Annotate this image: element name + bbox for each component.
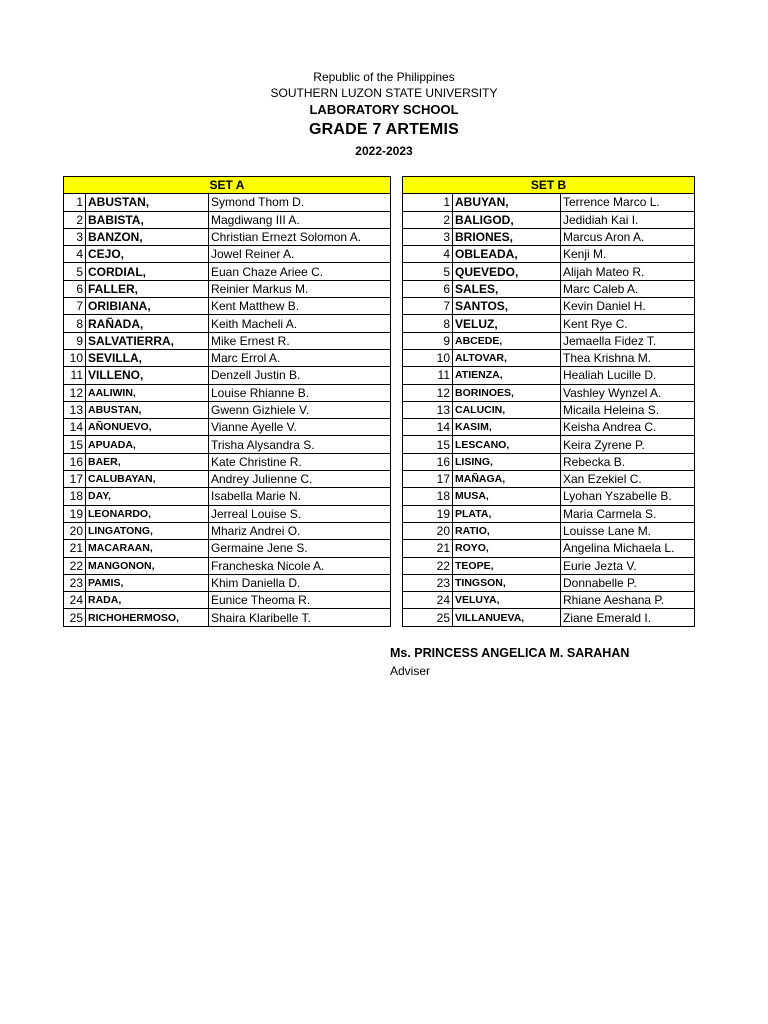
set-b-given-name: Marc Caleb A. [561, 280, 695, 297]
set-a-surname: RICHOHERMOSO, [86, 609, 209, 626]
set-b-surname: TINGSON, [453, 574, 561, 591]
set-a-row-number: 19 [64, 505, 86, 522]
set-b-given-name: Kenji M. [561, 246, 695, 263]
set-b-title: SET B [403, 177, 695, 194]
set-b-given-name: Keira Zyrene P. [561, 436, 695, 453]
set-b-row [403, 384, 695, 401]
set-a-given-name: Denzell Justin B. [209, 367, 391, 384]
set-b-row-number: 19 [403, 505, 453, 522]
set-a-row [64, 263, 391, 280]
set-b-row [403, 263, 695, 280]
set-a-surname: LINGATONG, [86, 522, 209, 539]
set-a-surname: AALIWIN, [86, 384, 209, 401]
set-b-surname: ROYO, [453, 540, 561, 557]
set-b-surname: VELUZ, [453, 315, 561, 332]
set-b-given-name: Kevin Daniel H. [561, 298, 695, 315]
set-b-row-number: 17 [403, 471, 453, 488]
set-a-row-number: 24 [64, 592, 86, 609]
set-a-row [64, 557, 391, 574]
set-a-row-number: 14 [64, 419, 86, 436]
set-a-row [64, 401, 391, 418]
set-b-surname: ALTOVAR, [453, 349, 561, 366]
set-a-given-name: Keith Macheli A. [209, 315, 391, 332]
set-b-given-name: Kent Rye C. [561, 315, 695, 332]
set-a-row [64, 488, 391, 505]
set-b-surname: MAÑAGA, [453, 471, 561, 488]
set-a-given-name: Reinier Markus M. [209, 280, 391, 297]
set-b-row-number: 18 [403, 488, 453, 505]
set-a-surname: MACARAAN, [86, 540, 209, 557]
set-b-surname: ATIENZA, [453, 367, 561, 384]
set-b-given-name: Jemaella Fidez T. [561, 332, 695, 349]
set-b-rows [403, 194, 695, 626]
set-b-surname: PLATA, [453, 505, 561, 522]
set-a-row-number: 6 [64, 280, 86, 297]
set-b-surname: BALIGOD, [453, 211, 561, 228]
set-a-row [64, 471, 391, 488]
set-a-surname: RAÑADA, [86, 315, 209, 332]
set-a-surname: SEVILLA, [86, 349, 209, 366]
set-b-row-number: 24 [403, 592, 453, 609]
set-b-row [403, 349, 695, 366]
set-b-row [403, 609, 695, 626]
set-b-row [403, 367, 695, 384]
set-a-row [64, 384, 391, 401]
set-a-row [64, 540, 391, 557]
set-b-given-name: Healiah Lucille D. [561, 367, 695, 384]
set-b-row-number: 12 [403, 384, 453, 401]
set-b-row-number: 25 [403, 609, 453, 626]
set-b-row-number: 5 [403, 263, 453, 280]
set-a-surname: DAY, [86, 488, 209, 505]
set-b-given-name: Louisse Lane M. [561, 522, 695, 539]
set-b-row-number: 16 [403, 453, 453, 470]
set-a-surname: BAER, [86, 453, 209, 470]
set-b-row [403, 436, 695, 453]
set-a-row-number: 13 [64, 401, 86, 418]
set-a-given-name: Marc Errol A. [209, 349, 391, 366]
set-b-row-number: 14 [403, 419, 453, 436]
set-a-surname: LEONARDO, [86, 505, 209, 522]
set-b-surname: VILLANUEVA, [453, 609, 561, 626]
set-b-surname: ABUYAN, [453, 194, 561, 211]
set-b-surname: VELUYA, [453, 592, 561, 609]
set-a-given-name: Eunice Theoma R. [209, 592, 391, 609]
set-b-row [403, 332, 695, 349]
set-b-given-name: Donnabelle P. [561, 574, 695, 591]
set-b-surname: KASIM, [453, 419, 561, 436]
set-b-given-name: Rebecka B. [561, 453, 695, 470]
set-a-given-name: Kent Matthew B. [209, 298, 391, 315]
set-a-given-name: Louise Rhianne B. [209, 384, 391, 401]
set-b-row-number: 22 [403, 557, 453, 574]
set-a-row [64, 280, 391, 297]
set-a-row [64, 419, 391, 436]
set-a-row [64, 367, 391, 384]
set-a-row-number: 20 [64, 522, 86, 539]
set-a-surname: ORIBIANA, [86, 298, 209, 315]
set-a-row-number: 18 [64, 488, 86, 505]
set-b-surname: RATIO, [453, 522, 561, 539]
page-title: GRADE 7 ARTEMIS [309, 121, 459, 138]
set-b-surname: LISING, [453, 453, 561, 470]
set-b-row [403, 280, 695, 297]
header-school: LABORATORY SCHOOL [309, 102, 459, 117]
set-b-row-number: 15 [403, 436, 453, 453]
adviser-role: Adviser [390, 664, 431, 678]
set-b-row-number: 3 [403, 228, 453, 245]
set-a-row-number: 4 [64, 246, 86, 263]
set-a-surname: FALLER, [86, 280, 209, 297]
set-a-given-name: Khim Daniella D. [209, 574, 391, 591]
set-b-given-name: Maria Carmela S. [561, 505, 695, 522]
set-b-row [403, 453, 695, 470]
set-a-given-name: Mike Ernest R. [209, 332, 391, 349]
set-b-row [403, 557, 695, 574]
set-a-row-number: 5 [64, 263, 86, 280]
set-b-row-number: 8 [403, 315, 453, 332]
set-b-row-number: 1 [403, 194, 453, 211]
set-a-row-number: 11 [64, 367, 86, 384]
set-a-surname: AÑONUEVO, [86, 419, 209, 436]
set-b-row [403, 419, 695, 436]
set-a-given-name: Magdiwang III A. [209, 211, 391, 228]
set-a-surname: CORDIAL, [86, 263, 209, 280]
set-b-row [403, 401, 695, 418]
set-b-row [403, 298, 695, 315]
set-b-given-name: Keisha Andrea C. [561, 419, 695, 436]
set-a-given-name: Andrey Julienne C. [209, 471, 391, 488]
set-a-row [64, 298, 391, 315]
set-b-given-name: Ziane Emerald I. [561, 609, 695, 626]
set-a-given-name: Mhariz Andrei O. [209, 522, 391, 539]
set-b-surname: ABCEDE, [453, 332, 561, 349]
set-b-row-number: 7 [403, 298, 453, 315]
set-b-given-name: Jedidiah Kai I. [561, 211, 695, 228]
set-a-title: SET A [64, 177, 391, 194]
set-b-surname: BORINOES, [453, 384, 561, 401]
set-b-surname: SALES, [453, 280, 561, 297]
set-a-surname: VILLENO, [86, 367, 209, 384]
set-a-row [64, 505, 391, 522]
set-a-row [64, 228, 391, 245]
set-a-surname: CALUBAYAN, [86, 471, 209, 488]
set-a-row-number: 2 [64, 211, 86, 228]
set-a-row-number: 9 [64, 332, 86, 349]
set-b-surname: QUEVEDO, [453, 263, 561, 280]
set-a-row [64, 522, 391, 539]
set-a-given-name: Christian Ernezt Solomon A. [209, 228, 391, 245]
set-b-given-name: Rhiane Aeshana P. [561, 592, 695, 609]
set-a-surname: ABUSTAN, [86, 401, 209, 418]
set-b-surname: CALUCIN, [453, 401, 561, 418]
set-b-row [403, 315, 695, 332]
set-b-surname: BRIONES, [453, 228, 561, 245]
set-b-given-name: Angelina Michaela L. [561, 540, 695, 557]
set-a-surname: CEJO, [86, 246, 209, 263]
set-b-row-number: 6 [403, 280, 453, 297]
set-b-row-number: 10 [403, 349, 453, 366]
set-a-row [64, 211, 391, 228]
set-a-row [64, 349, 391, 366]
set-a-row-number: 8 [64, 315, 86, 332]
set-b-row-number: 2 [403, 211, 453, 228]
header-country: Republic of the Philippines [313, 70, 455, 84]
set-a-row [64, 332, 391, 349]
set-a-surname: RADA, [86, 592, 209, 609]
set-b-row [403, 505, 695, 522]
set-b-surname: SANTOS, [453, 298, 561, 315]
set-a-row-number: 7 [64, 298, 86, 315]
set-b-given-name: Lyohan Yszabelle B. [561, 488, 695, 505]
set-b-given-name: Alijah Mateo R. [561, 263, 695, 280]
header-university: SOUTHERN LUZON STATE UNIVERSITY [270, 86, 498, 100]
set-a-row-number: 16 [64, 453, 86, 470]
set-b-row [403, 211, 695, 228]
set-a-row-number: 25 [64, 609, 86, 626]
set-a-row-number: 22 [64, 557, 86, 574]
set-a-row [64, 246, 391, 263]
set-a-surname: BANZON, [86, 228, 209, 245]
set-b-surname: MUSA, [453, 488, 561, 505]
set-a-row [64, 436, 391, 453]
set-b-surname: OBLEADA, [453, 246, 561, 263]
set-a-given-name: Germaine Jene S. [209, 540, 391, 557]
set-a-row [64, 315, 391, 332]
set-b-given-name: Marcus Aron A. [561, 228, 695, 245]
set-a-row [64, 592, 391, 609]
set-a-surname: BABISTA, [86, 211, 209, 228]
set-a-rows [64, 194, 391, 626]
set-b-given-name: Terrence Marco L. [561, 194, 695, 211]
set-a-given-name: Kate Christine R. [209, 453, 391, 470]
set-b-given-name: Micaila Heleina S. [561, 401, 695, 418]
set-a-row [64, 453, 391, 470]
set-a-row-number: 21 [64, 540, 86, 557]
set-a-given-name: Vianne Ayelle V. [209, 419, 391, 436]
set-a-row-number: 17 [64, 471, 86, 488]
set-a-given-name: Francheska Nicole A. [209, 557, 391, 574]
adviser-name: Ms. PRINCESS ANGELICA M. SARAHAN [390, 646, 630, 660]
set-b-row [403, 540, 695, 557]
set-b-surname: TEOPE, [453, 557, 561, 574]
set-a-given-name: Gwenn Gizhiele V. [209, 401, 391, 418]
set-a-surname: ABUSTAN, [86, 194, 209, 211]
set-a-surname: APUADA, [86, 436, 209, 453]
set-b-row [403, 471, 695, 488]
set-b-given-name: Xan Ezekiel C. [561, 471, 695, 488]
set-a-row [64, 609, 391, 626]
set-a-given-name: Jerreal Louise S. [209, 505, 391, 522]
set-b-row-number: 13 [403, 401, 453, 418]
set-b-table [402, 176, 695, 627]
set-a-surname: MANGONON, [86, 557, 209, 574]
set-b-given-name: Eurie Jezta V. [561, 557, 695, 574]
set-b-row [403, 592, 695, 609]
set-a-row-number: 10 [64, 349, 86, 366]
set-b-row [403, 488, 695, 505]
set-b-row-number: 9 [403, 332, 453, 349]
set-a-given-name: Symond Thom D. [209, 194, 391, 211]
set-b-row [403, 194, 695, 211]
set-b-given-name: Vashley Wynzel A. [561, 384, 695, 401]
set-a-given-name: Jowel Reiner A. [209, 246, 391, 263]
set-b-given-name: Thea Krishna M. [561, 349, 695, 366]
set-a-row-number: 3 [64, 228, 86, 245]
school-year: 2022-2023 [355, 144, 413, 158]
set-a-row [64, 194, 391, 211]
set-a-row-number: 12 [64, 384, 86, 401]
set-a-row [64, 574, 391, 591]
set-b-row [403, 574, 695, 591]
set-b-row [403, 228, 695, 245]
set-a-row-number: 23 [64, 574, 86, 591]
set-b-row-number: 11 [403, 367, 453, 384]
set-a-surname: PAMIS, [86, 574, 209, 591]
set-a-given-name: Euan Chaze Ariee C. [209, 263, 391, 280]
set-a-row-number: 1 [64, 194, 86, 211]
set-b-row-number: 4 [403, 246, 453, 263]
set-a-table [63, 176, 391, 627]
set-b-surname: LESCANO, [453, 436, 561, 453]
set-b-row [403, 522, 695, 539]
set-b-row [403, 246, 695, 263]
set-a-row-number: 15 [64, 436, 86, 453]
set-b-row-number: 20 [403, 522, 453, 539]
set-a-given-name: Isabella Marie N. [209, 488, 391, 505]
set-b-row-number: 21 [403, 540, 453, 557]
set-a-surname: SALVATIERRA, [86, 332, 209, 349]
set-b-row-number: 23 [403, 574, 453, 591]
set-a-given-name: Shaira Klaribelle T. [209, 609, 391, 626]
set-a-given-name: Trisha Alysandra S. [209, 436, 391, 453]
